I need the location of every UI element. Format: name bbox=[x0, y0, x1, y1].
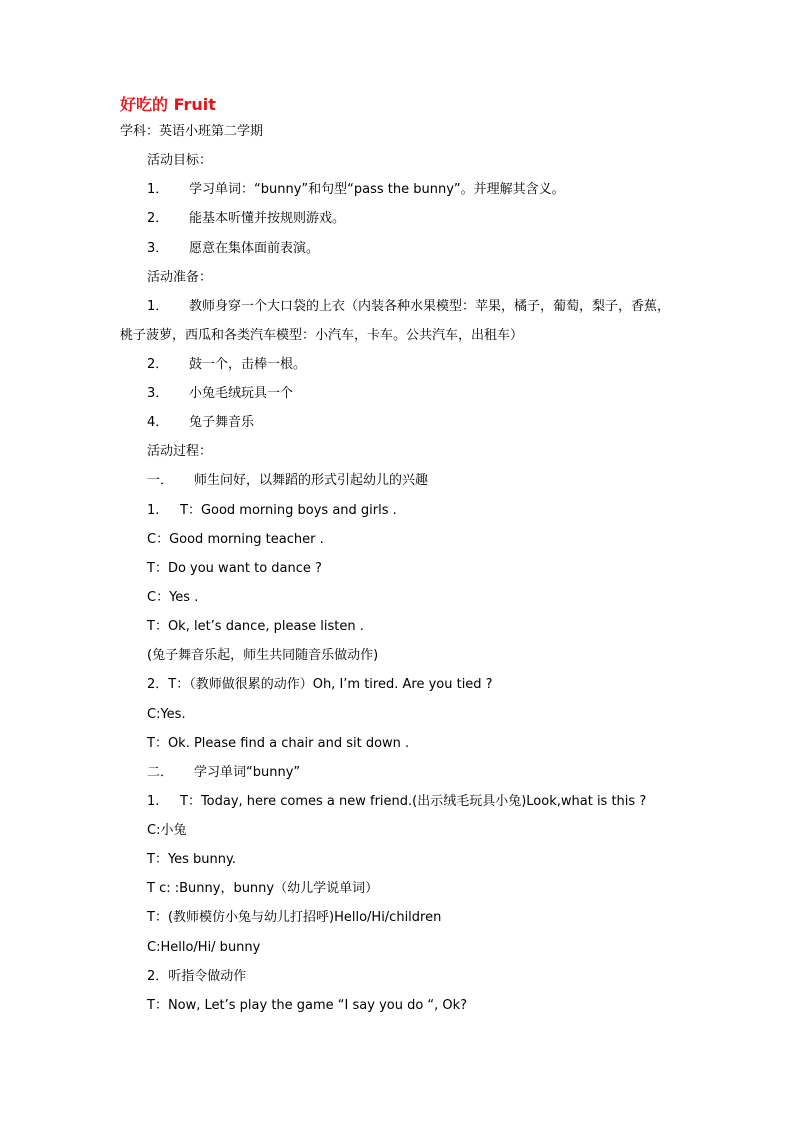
dialogue-line: C：Good morning teacher . bbox=[147, 532, 324, 547]
prep-number: 2． bbox=[147, 357, 169, 372]
dialogue-line: (兔子舞音乐起，师生共同随音乐做动作) bbox=[147, 648, 379, 663]
prep-number: 4． bbox=[147, 415, 169, 430]
goal-number: 1． bbox=[147, 182, 169, 197]
dialogue-line: T：Ok, let’s dance, please listen . bbox=[147, 619, 364, 634]
prep-number: 1． bbox=[147, 299, 169, 314]
prep-item-3 bbox=[147, 385, 293, 403]
goal-item-2 bbox=[147, 210, 345, 228]
section-number: 一． bbox=[147, 473, 174, 488]
prep-item-1 bbox=[147, 298, 670, 316]
dialogue-line bbox=[147, 793, 646, 811]
dialogue-line: 2．听指令做动作 bbox=[147, 969, 247, 984]
process-heading: 活动过程： bbox=[147, 444, 213, 459]
section-text: 师生问好，以舞蹈的形式引起幼儿的兴趣 bbox=[194, 473, 429, 488]
section-number: 二． bbox=[147, 765, 174, 780]
prep-heading: 活动准备： bbox=[147, 270, 213, 285]
step-number: 1. bbox=[147, 794, 160, 809]
dialogue-line: 2．T：（教师做很累的动作）Oh, I’m tired. Are you tied ? bbox=[147, 677, 493, 692]
dialogue-text: T：Today, here comes a new friend.(出示绒毛玩具小兔)Look,what is this ? bbox=[180, 794, 647, 809]
goal-number: 2． bbox=[147, 211, 169, 226]
prep-text: 兔子舞音乐 bbox=[189, 415, 255, 430]
dialogue-line: T：Ok. Please find a chair and sit down . bbox=[147, 736, 410, 751]
dialogue-line: C:小兔 bbox=[147, 823, 187, 838]
goal-item-3 bbox=[147, 240, 319, 258]
dialogue-line: C:Hello/Hi/ bunny bbox=[147, 940, 261, 955]
dialogue-text: T：Good morning boys and girls . bbox=[180, 503, 397, 518]
section-text: 学习单词“bunny” bbox=[194, 765, 301, 780]
document-title: 好吃的 Fruit bbox=[120, 95, 216, 114]
goal-text: 学习单词：“bunny”和句型“pass the bunny”。并理解其含义。 bbox=[189, 182, 565, 197]
dialogue-line: T：(教师模仿小兔与幼儿打招呼)Hello/Hi/children bbox=[147, 910, 442, 925]
goal-item-1 bbox=[147, 181, 565, 199]
goals-heading: 活动目标： bbox=[147, 153, 213, 168]
step-number: 1. bbox=[147, 503, 160, 518]
section-2-heading bbox=[147, 764, 300, 782]
goal-number: 3． bbox=[147, 241, 169, 256]
prep-text: 教师身穿一个大口袋的上衣（内装各种水果模型：苹果，橘子，葡萄，梨子，香蕉， bbox=[189, 299, 671, 314]
dialogue-line: T：Yes bunny. bbox=[147, 852, 237, 867]
dialogue-line: T：Do you want to dance ? bbox=[147, 561, 322, 576]
goal-text: 能基本听懂并按规则游戏。 bbox=[189, 211, 346, 226]
prep-text: 鼓一个，击棒一根。 bbox=[189, 357, 307, 372]
goal-text: 愿意在集体面前表演。 bbox=[189, 241, 320, 256]
prep-text: 小兔毛绒玩具一个 bbox=[189, 386, 294, 401]
dialogue-line: C:Yes. bbox=[147, 707, 186, 722]
dialogue-line: C：Yes . bbox=[147, 590, 199, 605]
prep-item-4 bbox=[147, 414, 254, 432]
dialogue-line: T c: :Bunny，bunny（幼儿学说单词） bbox=[147, 881, 379, 896]
prep-item-2 bbox=[147, 356, 306, 374]
section-1-heading bbox=[147, 472, 428, 490]
dialogue-line bbox=[147, 502, 397, 520]
prep-item-1-continuation: 桃子菠萝，西瓜和各类汽车模型：小汽车，卡车。公共汽车，出租车） bbox=[120, 328, 524, 343]
subject-line: 学科：英语小班第二学期 bbox=[120, 124, 264, 139]
dialogue-line: T：Now, Let’s play the game “I say you do “, Ok? bbox=[147, 998, 468, 1013]
prep-number: 3． bbox=[147, 386, 169, 401]
